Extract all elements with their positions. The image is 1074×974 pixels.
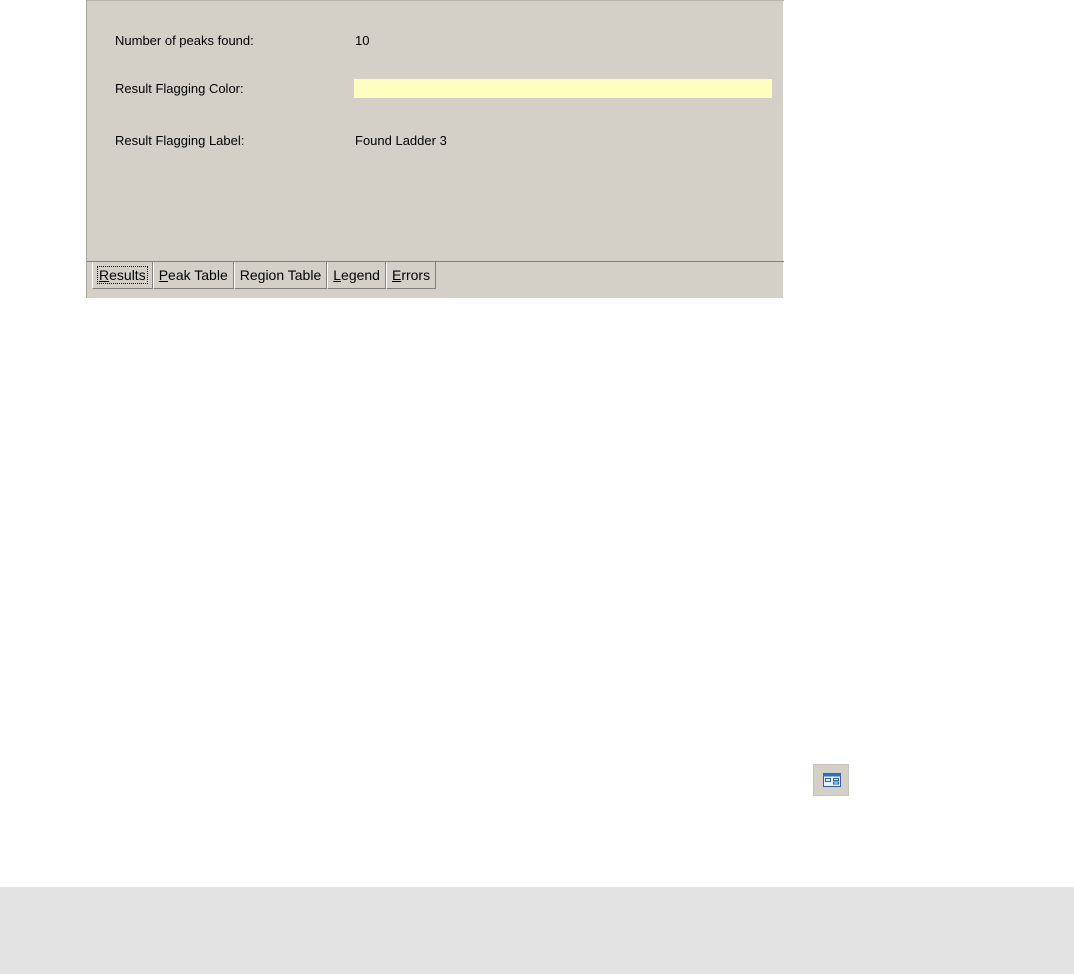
- footer-band: [0, 887, 1074, 974]
- layout-panels-icon[interactable]: [813, 764, 849, 796]
- tab-peak-table[interactable]: [153, 262, 234, 289]
- tab-results-label: Results: [99, 267, 146, 283]
- results-content: [87, 0, 784, 262]
- tab-legend-label: Legend: [333, 267, 380, 283]
- tab-region-table-label: Region Table: [239, 267, 322, 283]
- results-panel: [86, 0, 783, 298]
- flagging-label-label: Result Flagging Label:: [115, 133, 245, 148]
- flagging-color-label: Result Flagging Color:: [115, 81, 244, 96]
- tab-errors-label: Errors: [391, 267, 431, 283]
- peaks-found-value: 10: [355, 33, 370, 48]
- tab-results[interactable]: [92, 262, 153, 289]
- tab-strip: [87, 262, 436, 292]
- flagging-label-value: Found Ladder 3: [355, 133, 447, 148]
- tab-errors[interactable]: [386, 262, 436, 289]
- tab-region-table[interactable]: [234, 262, 328, 289]
- flagging-color-swatch: [354, 79, 772, 98]
- peaks-found-label: Number of peaks found:: [115, 33, 254, 48]
- tab-legend[interactable]: [327, 262, 386, 289]
- layout-panels-glyph: [823, 773, 841, 787]
- tab-peak-table-label: Peak Table: [158, 267, 228, 283]
